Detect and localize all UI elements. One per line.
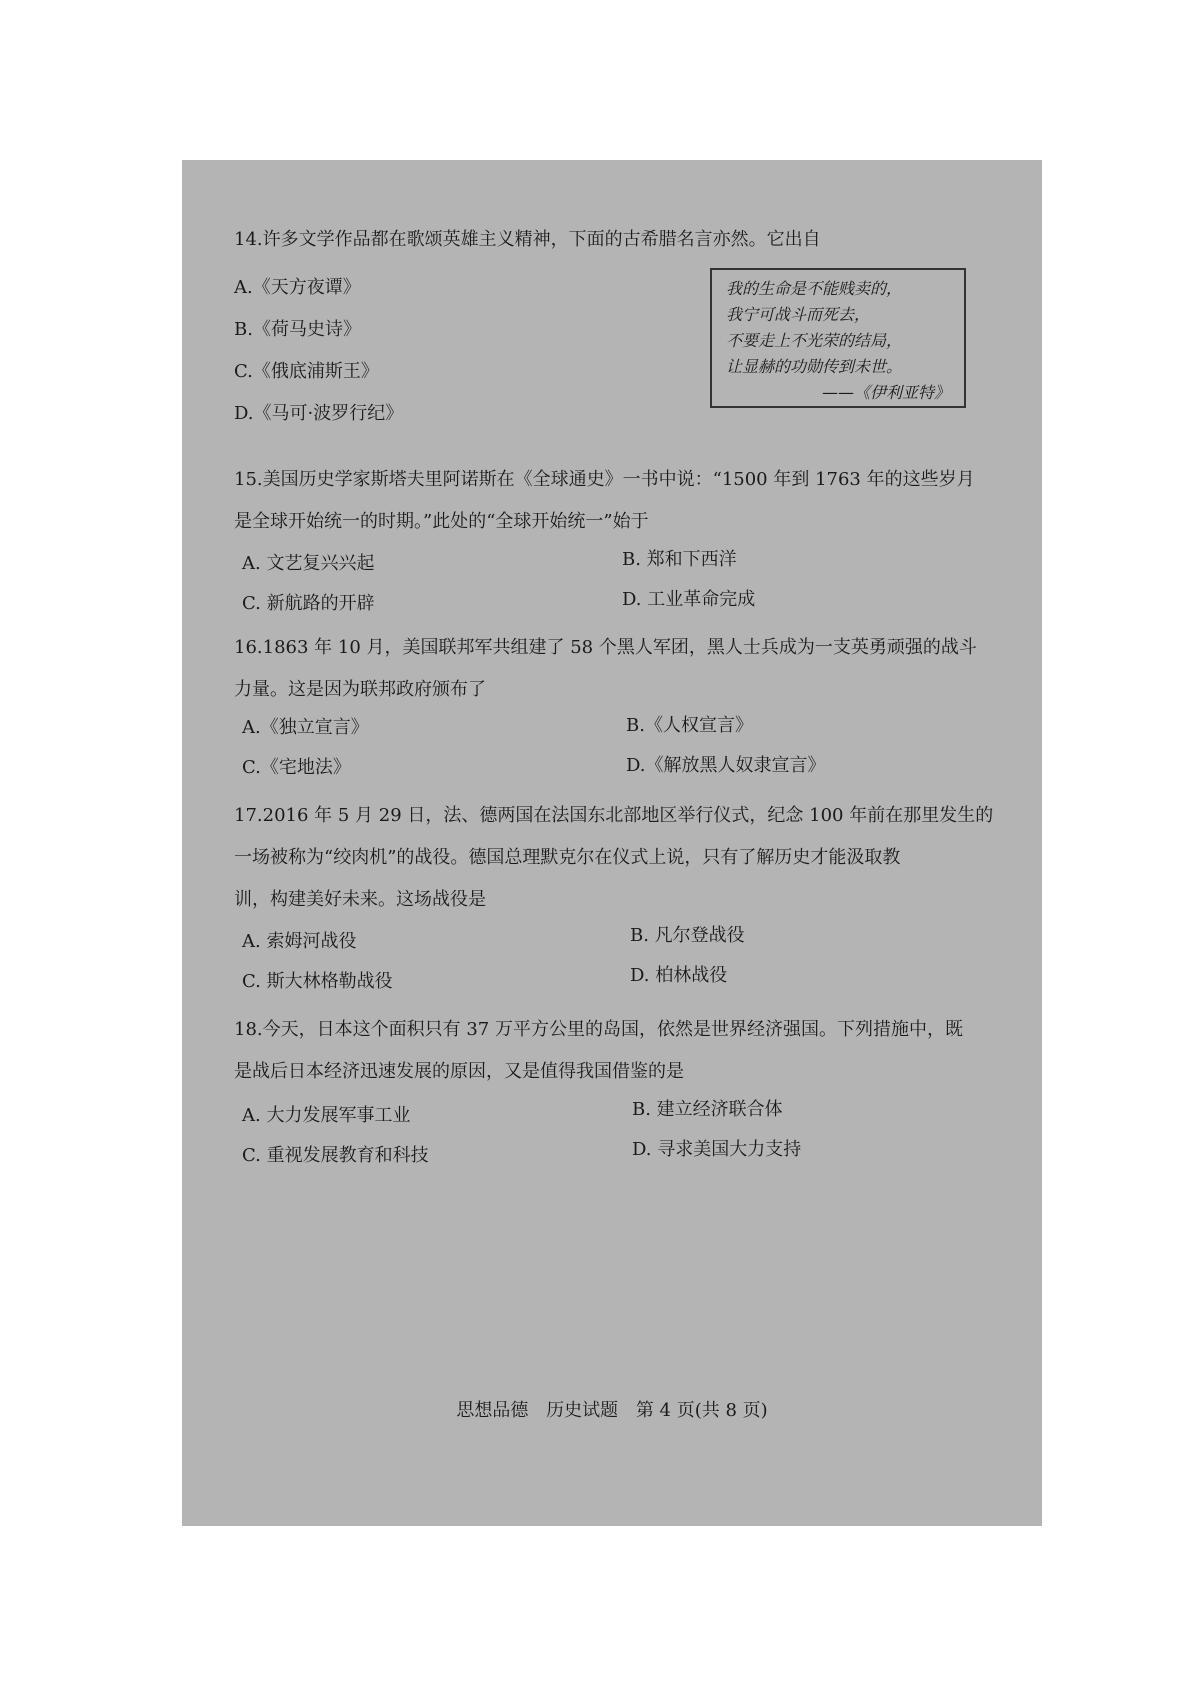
question-18-option-a: A. 大力发展军事工业: [242, 1105, 411, 1126]
question-17-stem-line-3: 训，构建美好未来。这场战役是: [234, 889, 486, 910]
question-16-option-c: C.《宅地法》: [242, 757, 351, 778]
question-14-stem: 14.许多文学作品都在歌颂英雄主义精神，下面的古希腊名言亦然。它出自: [234, 229, 821, 250]
question-16-stem-line-1: 16.1863 年 10 月，美国联邦军共组建了 58 个黑人军团，黑人士兵成为一支英勇顽强的战斗: [234, 637, 977, 658]
question-17-option-c: C. 斯大林格勒战役: [242, 971, 393, 992]
question-18-option-b: B. 建立经济联合体: [632, 1099, 783, 1120]
question-17-option-d: D. 柏林战役: [630, 965, 728, 986]
question-15-stem-line-1: 15.美国历史学家斯塔夫里阿诺斯在《全球通史》一书中说：“1500 年到 1763 年的这些岁月: [234, 469, 975, 490]
question-14-option-c: C.《俄底浦斯王》: [234, 361, 379, 382]
question-15-stem-line-2: 是全球开始统一的时期。”此处的“全球开始统一”始于: [234, 511, 649, 532]
question-14-option-b: B.《荷马史诗》: [234, 319, 361, 340]
question-16-option-a: A.《独立宣言》: [242, 717, 369, 738]
question-17-option-a: A. 索姆河战役: [242, 931, 357, 952]
question-18-option-c: C. 重视发展教育和科技: [242, 1145, 429, 1166]
question-17-stem-line-1: 17.2016 年 5 月 29 日，法、德两国在法国东北部地区举行仪式，纪念 100 年前在那里发生的: [234, 805, 994, 826]
footer-subject: 思想品德: [456, 1400, 529, 1421]
footer-paper: 历史试题: [546, 1400, 619, 1421]
quote-line: 我的生命是不能贱卖的，: [726, 279, 903, 298]
question-18-stem-line-2: 是战后日本经济迅速发展的原因，又是值得我国借鉴的是: [234, 1061, 684, 1082]
question-16-option-b: B.《人权宣言》: [626, 715, 753, 736]
question-14-quote-box: [710, 268, 966, 408]
question-15-option-a: A. 文艺复兴兴起: [242, 553, 375, 574]
question-16-stem-line-2: 力量。这是因为联邦政府颁布了: [234, 679, 486, 700]
question-15-option-c: C. 新航路的开辟: [242, 593, 375, 614]
question-14-option-a: A.《天方夜谭》: [234, 277, 361, 298]
question-15-option-b: B. 郑和下西洋: [622, 549, 737, 570]
page-footer: [182, 1396, 1042, 1422]
question-14-option-d: D.《马可·波罗行纪》: [234, 403, 404, 424]
exam-sheet: [182, 160, 1042, 1526]
question-18-option-d: D. 寻求美国大力支持: [632, 1139, 802, 1160]
quote-source: ——《伊利亚特》: [821, 383, 950, 402]
question-17-stem-line-2: 一场被称为“绞肉机”的战役。德国总理默克尔在仪式上说，只有了解历史才能汲取教: [234, 847, 901, 868]
question-16-option-d: D.《解放黑人奴隶宣言》: [626, 755, 826, 776]
quote-line: 我宁可战斗而死去，: [726, 305, 871, 324]
question-15-option-d: D. 工业革命完成: [622, 589, 756, 610]
question-17-option-b: B. 凡尔登战役: [630, 925, 745, 946]
quote-line: 不要走上不光荣的结局，: [726, 331, 903, 350]
question-18-stem-line-1: 18.今天，日本这个面积只有 37 万平方公里的岛国，依然是世界经济强国。下列措施中，既: [234, 1019, 963, 1040]
footer-page-number: 第 4 页(共 8 页): [635, 1400, 768, 1421]
quote-line: 让显赫的功勋传到未世。: [726, 357, 903, 376]
